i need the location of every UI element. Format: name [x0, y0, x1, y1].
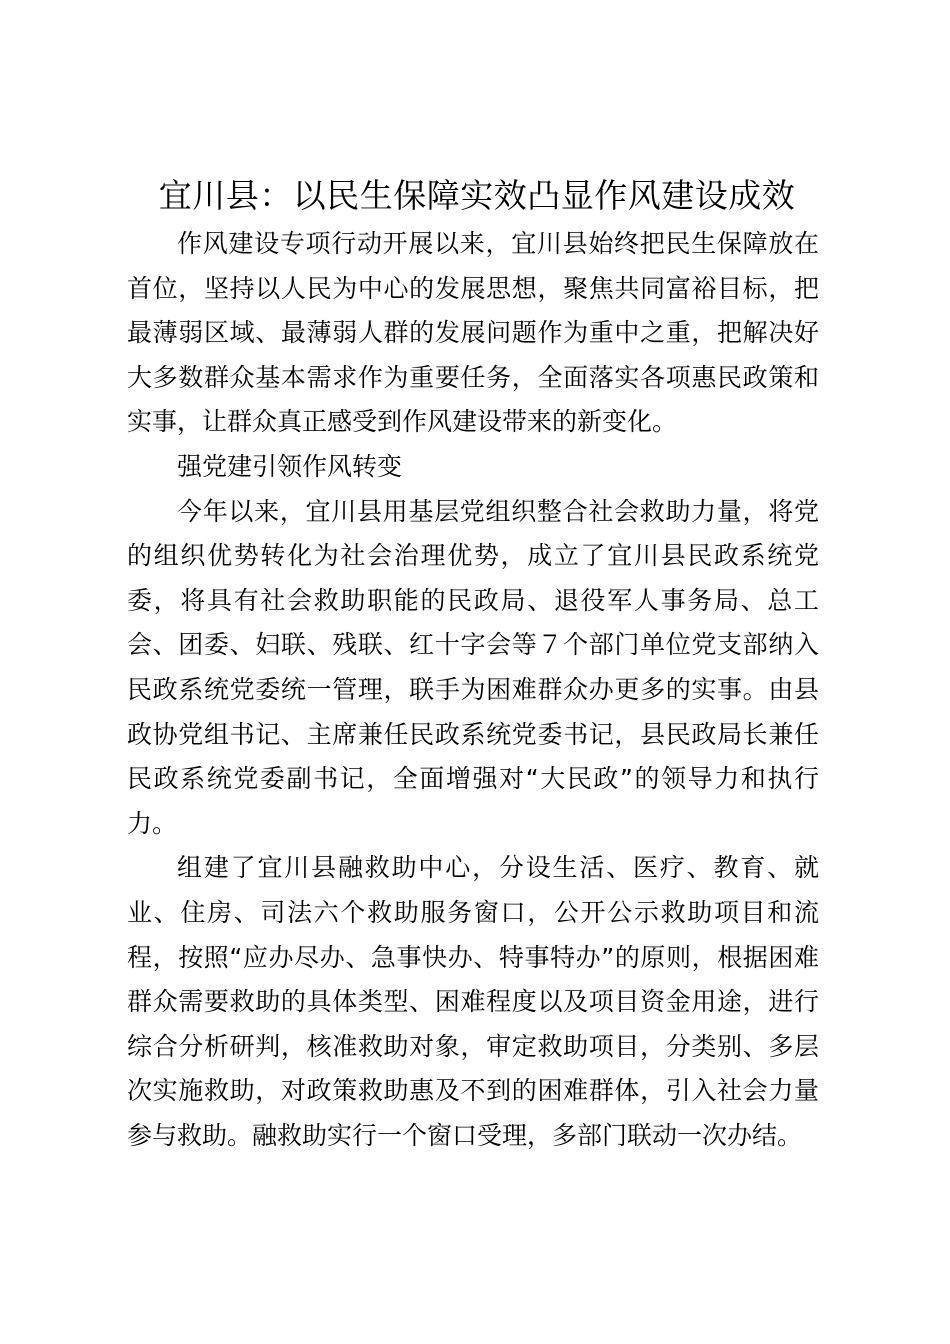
section-heading: 强党建引领作风转变 [177, 451, 403, 481]
document-title: 宜川县：以民生保障实效凸显作风建设成效 [158, 176, 796, 215]
paragraph-party-building: 今年以来，宜川县用基层党组织整合社会救助力量，将党的组织优势转化为社会治理优势，成立了宜川县民政系统党委，将具有社会救助职能的民政局、退役军人事务局、总工会、团委、妇联、残联、红十字会等７个部门单位党支部纳入民政系统党委统一管理，联手为困难群众办更多的实事。由县政协党组书记、主席兼任民政系统党委书记，县民政局长兼任民政系统党委副书记，全面增强对“大民政”的领导力和执行力。 [127, 496, 819, 838]
paragraph-rescue-center: 组建了宜川县融救助中心，分设生活、医疗、教育、就业、住房、司法六个救助服务窗口，公开公示救助项目和流程，按照“应办尽办、急事快办、特事特办”的原则，根据困难群众需要救助的具体类型、困难程度以及项目资金用途，进行综合分析研判，核准救助对象，审定救助项目，分类别、多层次实施救助，对政策救助惠及不到的困难群体，引入社会力量参与救助。融救助实行一个窗口受理，多部门联动一次办结。 [127, 853, 819, 1150]
document-body [127, 222, 819, 1158]
paragraph-intro: 作风建设专项行动开展以来，宜川县始终把民生保障放在首位，坚持以人民为中心的发展思想，聚焦共同富裕目标，把最薄弱区域、最薄弱人群的发展问题作为重中之重，把解决好大多数群众基本需求作为重要任务，全面落实各项惠民政策和实事，让群众真正感受到作风建设带来的新变化。 [127, 229, 819, 437]
